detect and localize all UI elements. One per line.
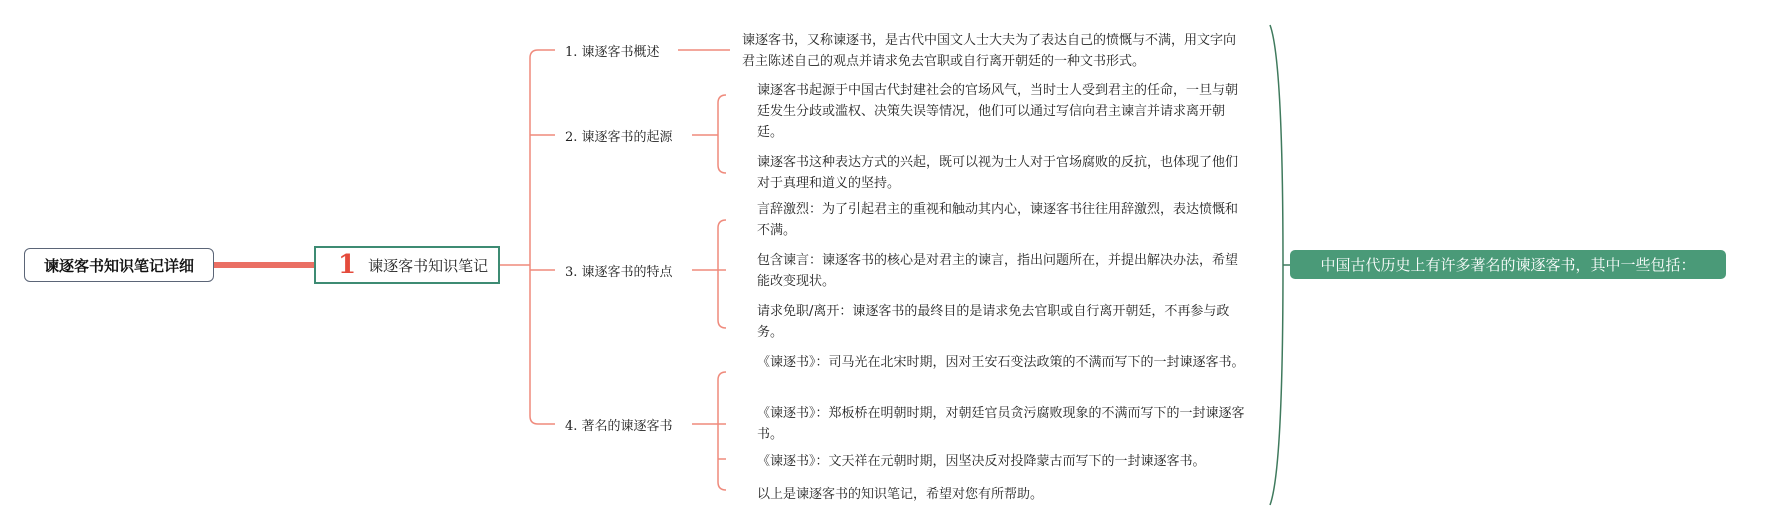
leaf-origin-significance[interactable]: 谏逐客书这种表达方式的兴起，既可以视为士人对于官场腐败的反抗，也体现了他们对于真理和道义的坚持。 [757, 155, 1239, 191]
center-node[interactable] [314, 246, 500, 284]
leaf-feature-resign[interactable]: 请求免职/离开：谏逐客书的最终目的是请求免去官职或自行离开朝廷，不再参与政务。 [757, 304, 1230, 340]
branch-2-spine [718, 95, 726, 173]
leaf-famous-zheng-banqiao[interactable]: 《谏逐书》：郑板桥在明朝时期，对朝廷官员贪污腐败现象的不满而写下的一封谏逐客书。 [757, 406, 1245, 442]
leaf-famous-sima-guang[interactable]: 《谏逐书》：司马光在北宋时期，因对王安石变法政策的不满而写下的一封谏逐客书。 [757, 355, 1245, 370]
number-badge: 1 [338, 250, 357, 280]
leaf-famous-wen-tianxiang[interactable]: 《谏逐书》：文天祥在元朝时期，因坚决反对投降蒙古而写下的一封谏逐客书。 [757, 454, 1206, 469]
leaf-origin-background[interactable]: 谏逐客书起源于中国古代封建社会的官场风气，当时士人受到君主的任命，一旦与朝廷发生分歧或滥权、决策失误等情况，他们可以通过写信向君主谏言并请求离开朝廷。 [757, 83, 1239, 140]
center-node-label: 谏逐客书知识笔记 [368, 256, 489, 275]
branch-4-spine [718, 372, 726, 490]
summary-bracket [1270, 25, 1283, 505]
branch-features[interactable]: 3. 谏逐客书的特点 [565, 265, 673, 280]
leaf-closing-note[interactable]: 以上是谏逐客书的知识笔记，希望对您有所帮助。 [757, 487, 1044, 502]
leaf-feature-advice[interactable]: 包含谏言：谏逐客书的核心是对君主的谏言，指出问题所在，并提出解决办法，希望能改变现状。 [757, 253, 1239, 289]
branch-origin[interactable]: 2. 谏逐客书的起源 [565, 130, 673, 145]
leaf-feature-intense-words[interactable]: 言辞激烈：为了引起君主的重视和触动其内心，谏逐客书往往用辞激烈，表达愤慨和不满。 [757, 202, 1239, 238]
root-node[interactable]: 谏逐客书知识笔记详细 [24, 248, 214, 282]
branch-famous[interactable]: 4. 著名的谏逐客书 [565, 419, 673, 434]
main-spine [530, 50, 538, 424]
summary-node[interactable]: 中国古代历史上有许多著名的谏逐客书，其中一些包括： [1290, 250, 1726, 279]
branch-3-spine [718, 220, 726, 328]
leaf-overview-definition[interactable]: 谏逐客书，又称谏逐书，是古代中国文人士大夫为了表达自己的愤慨与不满，用文字向君主陈述自己的观点并请求免去官职或自行离开朝廷的一种文书形式。 [742, 33, 1237, 69]
branch-overview[interactable]: 1. 谏逐客书概述 [565, 45, 660, 60]
